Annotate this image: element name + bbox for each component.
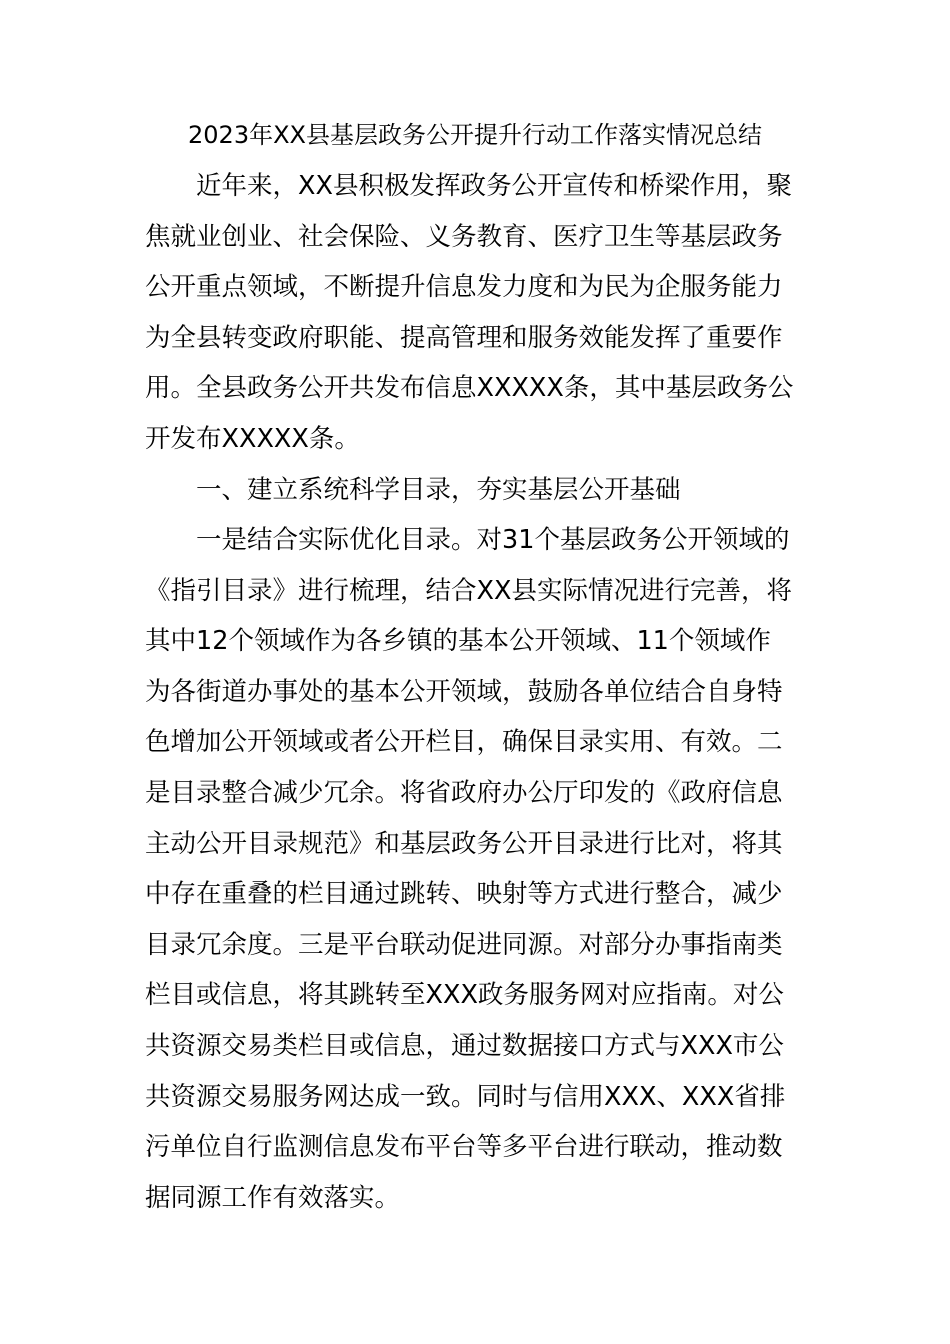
text-line: 色增加公开领域或者公开栏目，确保目录实用、有效。二 [145,727,783,758]
text-line: 据同源工作有效落实。 [145,1182,401,1213]
section-paragraph [145,515,807,1223]
section-heading-text: 一、建立系统科学目录，夯实基层公开基础 [145,475,681,505]
text-line: 开发布XXXXX条。 [145,423,360,454]
section-heading [145,465,807,516]
text-line: 一是结合实际优化目录。对31个基层政务公开领域的 [145,525,790,555]
text-line: 焦就业创业、社会保险、义务教育、医疗卫生等基层政务 [145,221,783,252]
text-line: 共资源交易服务网达成一致。同时与信用XXX、XXX省排 [145,1081,786,1112]
document-title: 2023年XX县基层政务公开提升行动工作落实情况总结 [188,121,762,149]
text-line: 目录冗余度。三是平台联动促进同源。对部分办事指南类 [145,929,783,960]
text-line: 污单位自行监测信息发布平台等多平台进行联动，推动数 [145,1132,783,1163]
text-line: 共资源交易类栏目或信息，通过数据接口方式与XXX市公 [145,1030,784,1061]
text-line: 是目录整合减少冗余。将省政府办公厅印发的《政府信息 [145,777,783,808]
text-line: 其中12个领域作为各乡镇的基本公开领域、11个领域作 [145,626,771,657]
text-line: 用。全县政务公开共发布信息XXXXX条，其中基层政务公 [145,373,794,404]
text-line: 栏目或信息，将其跳转至XXX政务服务网对应指南。对公 [145,980,784,1011]
text-line: 中存在重叠的栏目通过跳转、映射等方式进行整合，减少 [145,879,783,910]
text-line: 为各街道办事处的基本公开领域，鼓励各单位结合自身特 [145,676,783,707]
text-line: 主动公开目录规范》和基层政务公开目录进行比对，将其 [145,828,783,859]
text-line: 近年来，XX县积极发挥政务公开宣传和桥梁作用，聚 [145,171,792,201]
text-line: 公开重点领域，不断提升信息发力度和为民为企服务能力 [145,272,783,303]
text-line: 《指引目录》进行梳理，结合XX县实际情况进行完善，将 [145,575,792,606]
text-line: 为全县转变政府职能、提高管理和服务效能发挥了重要作 [145,322,783,353]
intro-paragraph [145,161,807,465]
